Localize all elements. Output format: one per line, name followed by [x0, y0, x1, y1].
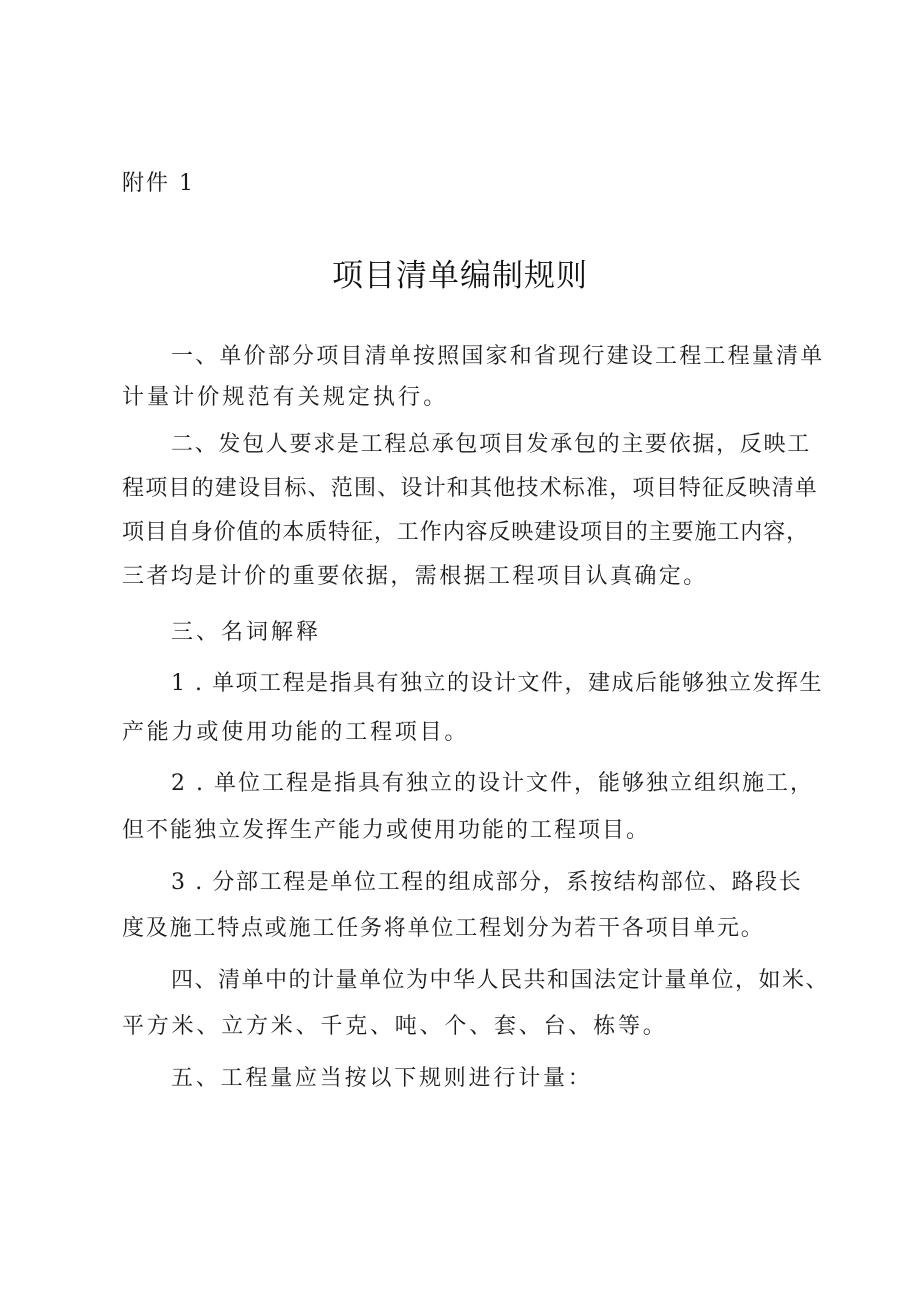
paragraph-line: 3 . 分部工程是单位工程的组成部分，系按结构部位、路段长	[171, 870, 803, 895]
paragraph-line: 计量计价规范有关规定执行。	[122, 385, 449, 410]
paragraph-line: 1 . 单项工程是指具有独立的设计文件，建成后能够独立发挥生	[171, 671, 823, 696]
paragraph-line: 三者均是计价的重要依据，需根据工程项目认真确定。	[122, 564, 708, 589]
paragraph-line: 项目自身价值的本质特征，工作内容反映建设项目的主要施工内容，	[122, 520, 810, 545]
document-title: 项目清单编制规则	[332, 258, 588, 294]
paragraph-line: 程项目的建设目标、范围、设计和其他技术标准，项目特征反映清单	[122, 476, 819, 501]
paragraph-line: 四、清单中的计量单位为中华人民共和国法定计量单位，如米、	[171, 968, 830, 993]
paragraph-line: 五、工程量应当按以下规则进行计量：	[171, 1066, 593, 1091]
paragraph-line: 但不能独立发挥生产能力或使用功能的工程项目。	[122, 818, 651, 843]
paragraph-line: 度及施工特点或施工任务将单位工程划分为若干各项目单元。	[122, 916, 765, 941]
section-heading: 三、名词解释	[171, 620, 322, 645]
paragraph-line: 2 . 单位工程是指具有独立的设计文件，能够独立组织施工，	[171, 771, 814, 796]
paragraph-line: 二、发包人要求是工程总承包项目发承包的主要依据，反映工	[171, 432, 811, 457]
paragraph-line: 产能力或使用功能的工程项目。	[122, 720, 470, 745]
paragraph-line: 平方米、立方米、千克、吨、个、套、台、栋等。	[122, 1014, 668, 1039]
attachment-label: 附件 1	[122, 171, 195, 196]
paragraph-line: 一、单价部分项目清单按照国家和省现行建设工程工程量清单	[171, 344, 825, 369]
